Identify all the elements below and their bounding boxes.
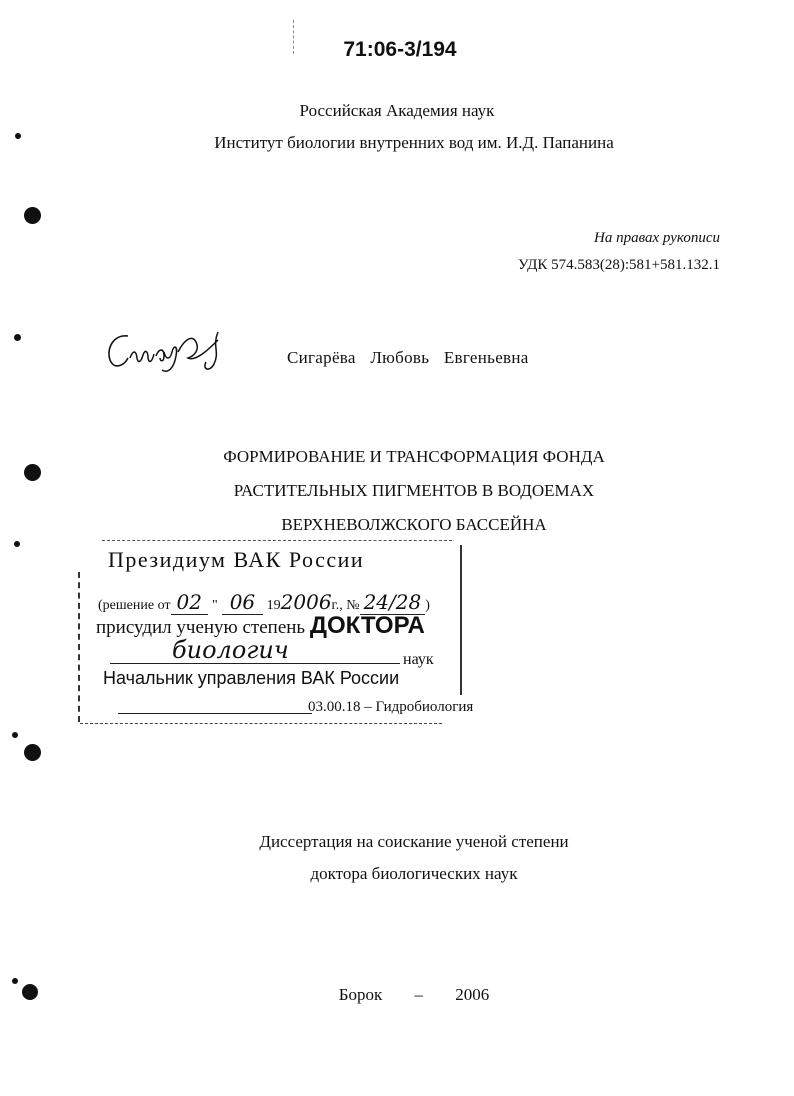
specialty: 03.00.18 – Гидробиология [308,699,474,715]
author-patronymic: Евгеньевна [443,348,529,367]
stamp-border-bottom [80,723,442,724]
stamp-border-top [102,540,452,541]
stamp-head: Начальник управления ВАК России [103,668,400,688]
punch-hole-dot [12,732,18,738]
stamp-border-right [460,545,462,695]
decision-prefix: (решение от [98,598,171,613]
punch-hole-dot [15,133,21,139]
stamp-heading: Президиум ВАК России [108,547,365,572]
decision-day: 02 [171,590,208,615]
title-line-2: РАСТИТЕЛЬНЫХ ПИГМЕНТОВ В ВОДОЕМАХ [233,481,595,500]
author-signature [100,322,240,382]
stamp-border-left [78,572,80,722]
field-handwritten: биологич [172,636,289,664]
decision-year-prefix: 19 [266,598,281,613]
specialty-underline [118,713,312,714]
decision-year: 2006 [280,590,332,614]
author-surname: Сигарёва [287,348,356,367]
separator-dash: – [414,985,424,1004]
punch-hole-dot [24,207,41,224]
catalog-code: 71:06-3/194 [343,38,457,61]
decision-year-suffix: г., № [331,598,360,613]
academy-name: Российская Академия наук [299,101,495,120]
place-year [0,985,794,1005]
dissertation-line-2: доктора биологических наук [310,864,518,883]
author-first-name: Любовь [370,348,430,367]
city: Борок [338,985,383,1004]
udk-code: УДК 574.583(28):581+581.132.1 [518,257,720,273]
title-line-3: ВЕРХНЕВОЛЖСКОГО БАССЕЙНА [281,515,547,534]
rights-notice: На правах рукописи [594,230,720,246]
stamp-decision: (решение от 02 " 06 192006г., № 24/28 ) [98,590,430,614]
margin-mark [293,20,295,54]
decision-month: 06 [222,590,263,615]
punch-hole-dot [12,978,18,984]
punch-hole-dot [24,744,41,761]
title-line-1: ФОРМИРОВАНИЕ И ТРАНСФОРМАЦИЯ ФОНДА [223,447,605,466]
stamp-sciences: наук [403,651,434,668]
awarded-text: присудил ученую степень [96,617,306,638]
author-name [287,348,539,368]
institute-name: Институт биологии внутренних вод им. И.Д. Папанина [214,133,614,152]
punch-hole-dot [14,334,21,341]
decision-close: ) [425,598,430,613]
dissertation-line-1: Диссертация на соискание ученой степени [259,832,569,851]
year: 2006 [455,985,490,1004]
degree-level: ДОКТОРА [309,612,425,639]
dissertation-title [0,440,794,542]
dissertation-note [0,826,794,890]
decision-number: 24/28 [360,590,426,615]
